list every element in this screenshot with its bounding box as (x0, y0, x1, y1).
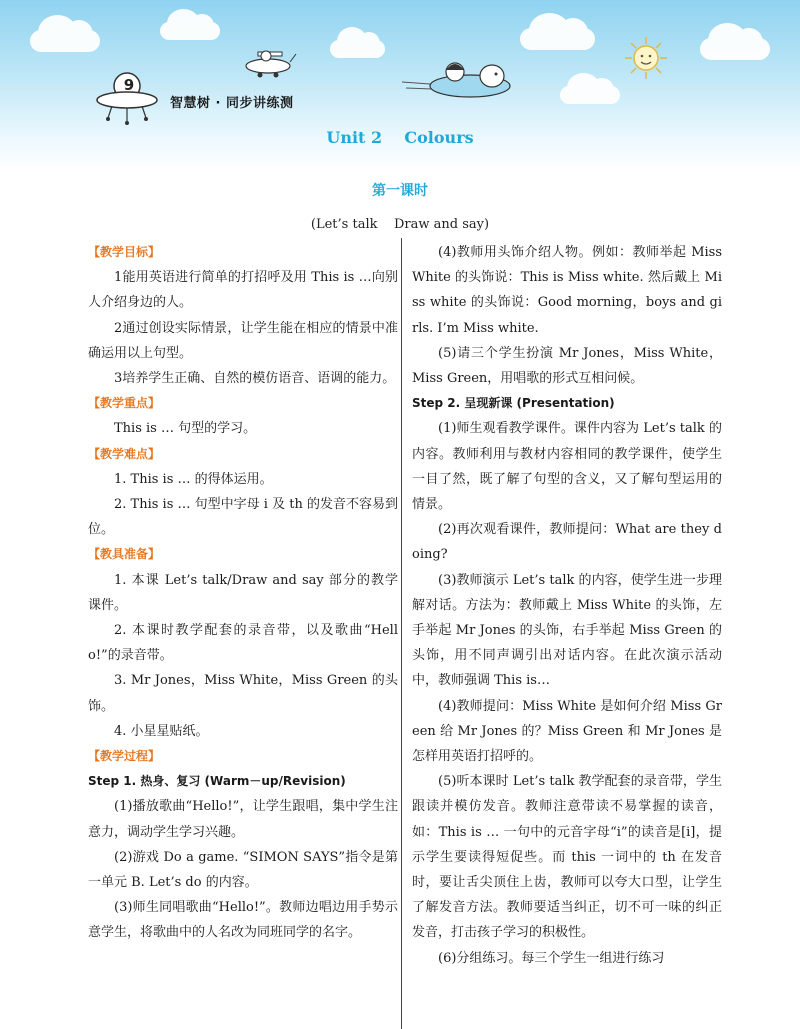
cloud-decoration (160, 22, 220, 40)
paragraph: 3培养学生正确、自然的模仿语音、语调的能力。 (114, 371, 396, 387)
cloud-decoration (330, 40, 385, 58)
cloud-decoration (700, 38, 770, 60)
paragraph: 2. This is … 句型中字母 i 及 th 的发音不容易到位。 (88, 497, 398, 538)
paragraph: (3)师生同唱歌曲“Hello!”。教师边唱边用手势示意学生，将歌曲中的人名改为同班同学的名字。 (88, 900, 398, 941)
paragraph: 1. This is … 的得体运用。 (114, 471, 273, 487)
section-heading: 【教学难点】 (88, 446, 161, 461)
paragraph: This is … 句型的学习。 (114, 421, 257, 437)
paragraph: (2)再次观看课件，教师提问：What are they doing? (412, 522, 722, 563)
section-heading: 【教具准备】 (88, 547, 161, 562)
paragraph: (1)师生观看教学课件。课件内容为 Let’s talk 的内容。教师利用与教材内容相同的教学课件，使学生一目了然，既了解了句型的含义，又了解句型运用的情景。 (412, 421, 722, 513)
lesson-subtitle: (Let’s talk Draw and say) (310, 217, 490, 232)
step-heading: Step 1. 热身、复习 (Warm－up/Revision) (88, 774, 346, 789)
unit-title: Unit 2 Colours (326, 128, 474, 147)
section-heading: 【教学重点】 (88, 396, 161, 411)
paragraph: (1)播放歌曲“Hello!”，让学生跟唱，集中学生注意力，调动学生学习兴趣。 (88, 799, 398, 840)
step-heading: Step 2. 呈现新课 (Presentation) (412, 396, 615, 411)
series-brand: 智慧树 · 同步讲练测 (170, 96, 294, 111)
cloud-decoration (560, 86, 620, 104)
paragraph: 4. 小星星贴纸。 (114, 723, 209, 739)
paragraph: (4)教师提问：Miss White 是如何介绍 Miss Green 给 Mr Jones 的？Miss Green 和 Mr Jones 是怎样用英语打招呼的。 (412, 698, 722, 765)
airplane-icon (238, 42, 298, 82)
paragraph: (3)教师演示 Let’s talk 的内容，使学生进一步理解对话。方法为：教师戴上 Miss White 的头饰，左手举起 Mr Jones 的头饰，右手举起 Miss Green 的头饰，用不同声调引出对话内容。在此次演示活动中，教师强调 This is… (412, 572, 722, 689)
paragraph: 3. Mr Jones，Miss White，Miss Green 的头饰。 (88, 673, 398, 714)
paragraph: (4)教师用头饰介绍人物。例如：教师举起 Miss White 的头饰说：This is Miss white. 然后戴上 Miss white 的头饰说：Good morning，boys and girls. I’m Miss white. (412, 245, 722, 336)
page-number: 9 (123, 76, 135, 94)
lesson-title: 第一课时 (372, 183, 428, 199)
paragraph: 1能用英语进行简单的打招呼及用 This is …向别人介绍身边的人。 (88, 270, 398, 311)
paragraph: 2通过创设实际情景，让学生能在相应的情景中准确运用以上句型。 (88, 320, 398, 361)
kid-on-cloud-icon (400, 52, 520, 102)
section-heading: 【教学目标】 (88, 245, 161, 259)
paragraph: 1. 本课 Let’s talk/Draw and say 部分的教学课件。 (88, 572, 398, 613)
paragraph: (6)分组练习。每三个学生一组进行练习 (438, 950, 665, 966)
sun-icon (624, 36, 668, 80)
paragraph: (5)听本课时 Let’s talk 教学配套的录音带，学生跟读并模仿发音。教师注意带读不易掌握的读音，如：This is … 一句中的元音字母“i”的读音是[i]，提示学生要读得短促些。而 this 一词中的 th 在发音时，要让舌尖顶住上齿，教师可以夸大口型，让学生了解发音方法。教师要适当纠正，切不可一味的纠正发音，打击孩子学习的积极性。 (412, 774, 722, 941)
paragraph: (2)游戏 Do a game. “SIMON SAYS”指令是第一单元 B. Let’s do 的内容。 (88, 849, 398, 891)
cloud-decoration (520, 28, 595, 50)
left-column (88, 240, 398, 946)
paragraph: 2. 本课时教学配套的录音带，以及歌曲“Hello!”的录音带。 (88, 623, 398, 664)
cloud-decoration (30, 30, 100, 52)
section-heading: 【教学过程】 (88, 749, 161, 764)
right-column (412, 240, 722, 971)
column-divider (401, 238, 402, 1029)
paragraph: (5)请三个学生扮演 Mr Jones，Miss White，Miss Green，用唱歌的形式互相问候。 (412, 345, 722, 387)
